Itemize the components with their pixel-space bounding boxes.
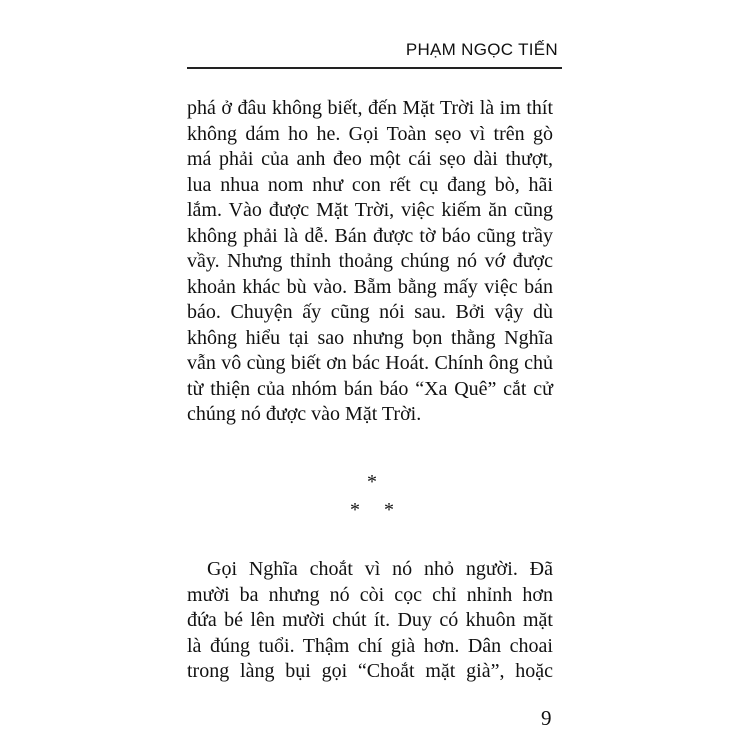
paragraph-line: vẫn vô cùng biết ơn bác Hoát. Chính ông chủ [187,352,553,374]
header-rule [187,67,562,69]
paragraph-2 [187,557,553,685]
paragraph-line: không dám ho he. Gọi Toàn sẹo vì trên gò [187,122,553,145]
paragraph-line: Gọi Nghĩa choắt vì nó nhỏ người. Đã [187,558,553,580]
paragraph-line: trong làng bụi gọi “Choắt mặt già”, hoặc [187,660,553,682]
paragraph-line: chúng nó được vào Mặt Trời. [187,403,422,425]
running-header: PHẠM NGỌC TIẾN [405,40,558,59]
paragraph-line: phá ở đâu không biết, đến Mặt Trời là im thít [187,97,553,119]
paragraph-line: từ thiện của nhóm bán báo “Xa Quê” cắt cử [187,377,553,400]
paragraph-line: má phải của anh đeo một cái sẹo dài thượt, [187,148,553,170]
paragraph-1 [187,96,553,428]
section-break-star-left: * [350,499,360,521]
page-number: 9 [541,706,552,730]
section-break-star-top: * [367,471,377,493]
paragraph-line: không phải là dễ. Bán được tờ báo cũng trầy [187,224,553,247]
section-break-star-right: * [384,499,394,521]
paragraph-line: đứa bé lên mười chút ít. Duy có khuôn mặt [187,609,553,631]
paragraph-line: mười ba nhưng nó còi cọc chỉ nhỉnh hơn [187,583,553,606]
paragraph-line: khoản khác bù vào. Bẵm bằng mấy việc bán [187,275,553,298]
paragraph-line: là đúng tuổi. Thậm chí già hơn. Dân choai [187,634,553,657]
paragraph-line: báo. Chuyện ấy cũng nói sau. Bởi vậy dù [187,301,553,323]
paragraph-line: lua nhua nom như con rết cụ đang bò, hãi [187,173,553,196]
paragraph-line: không hiểu tại sao nhưng bọn thằng Nghĩa [187,326,553,349]
paragraph-line: lắm. Vào được Mặt Trời, việc kiếm ăn cũng [187,199,553,221]
paragraph-line: vầy. Nhưng thỉnh thoảng chúng nó vớ được [187,250,553,272]
